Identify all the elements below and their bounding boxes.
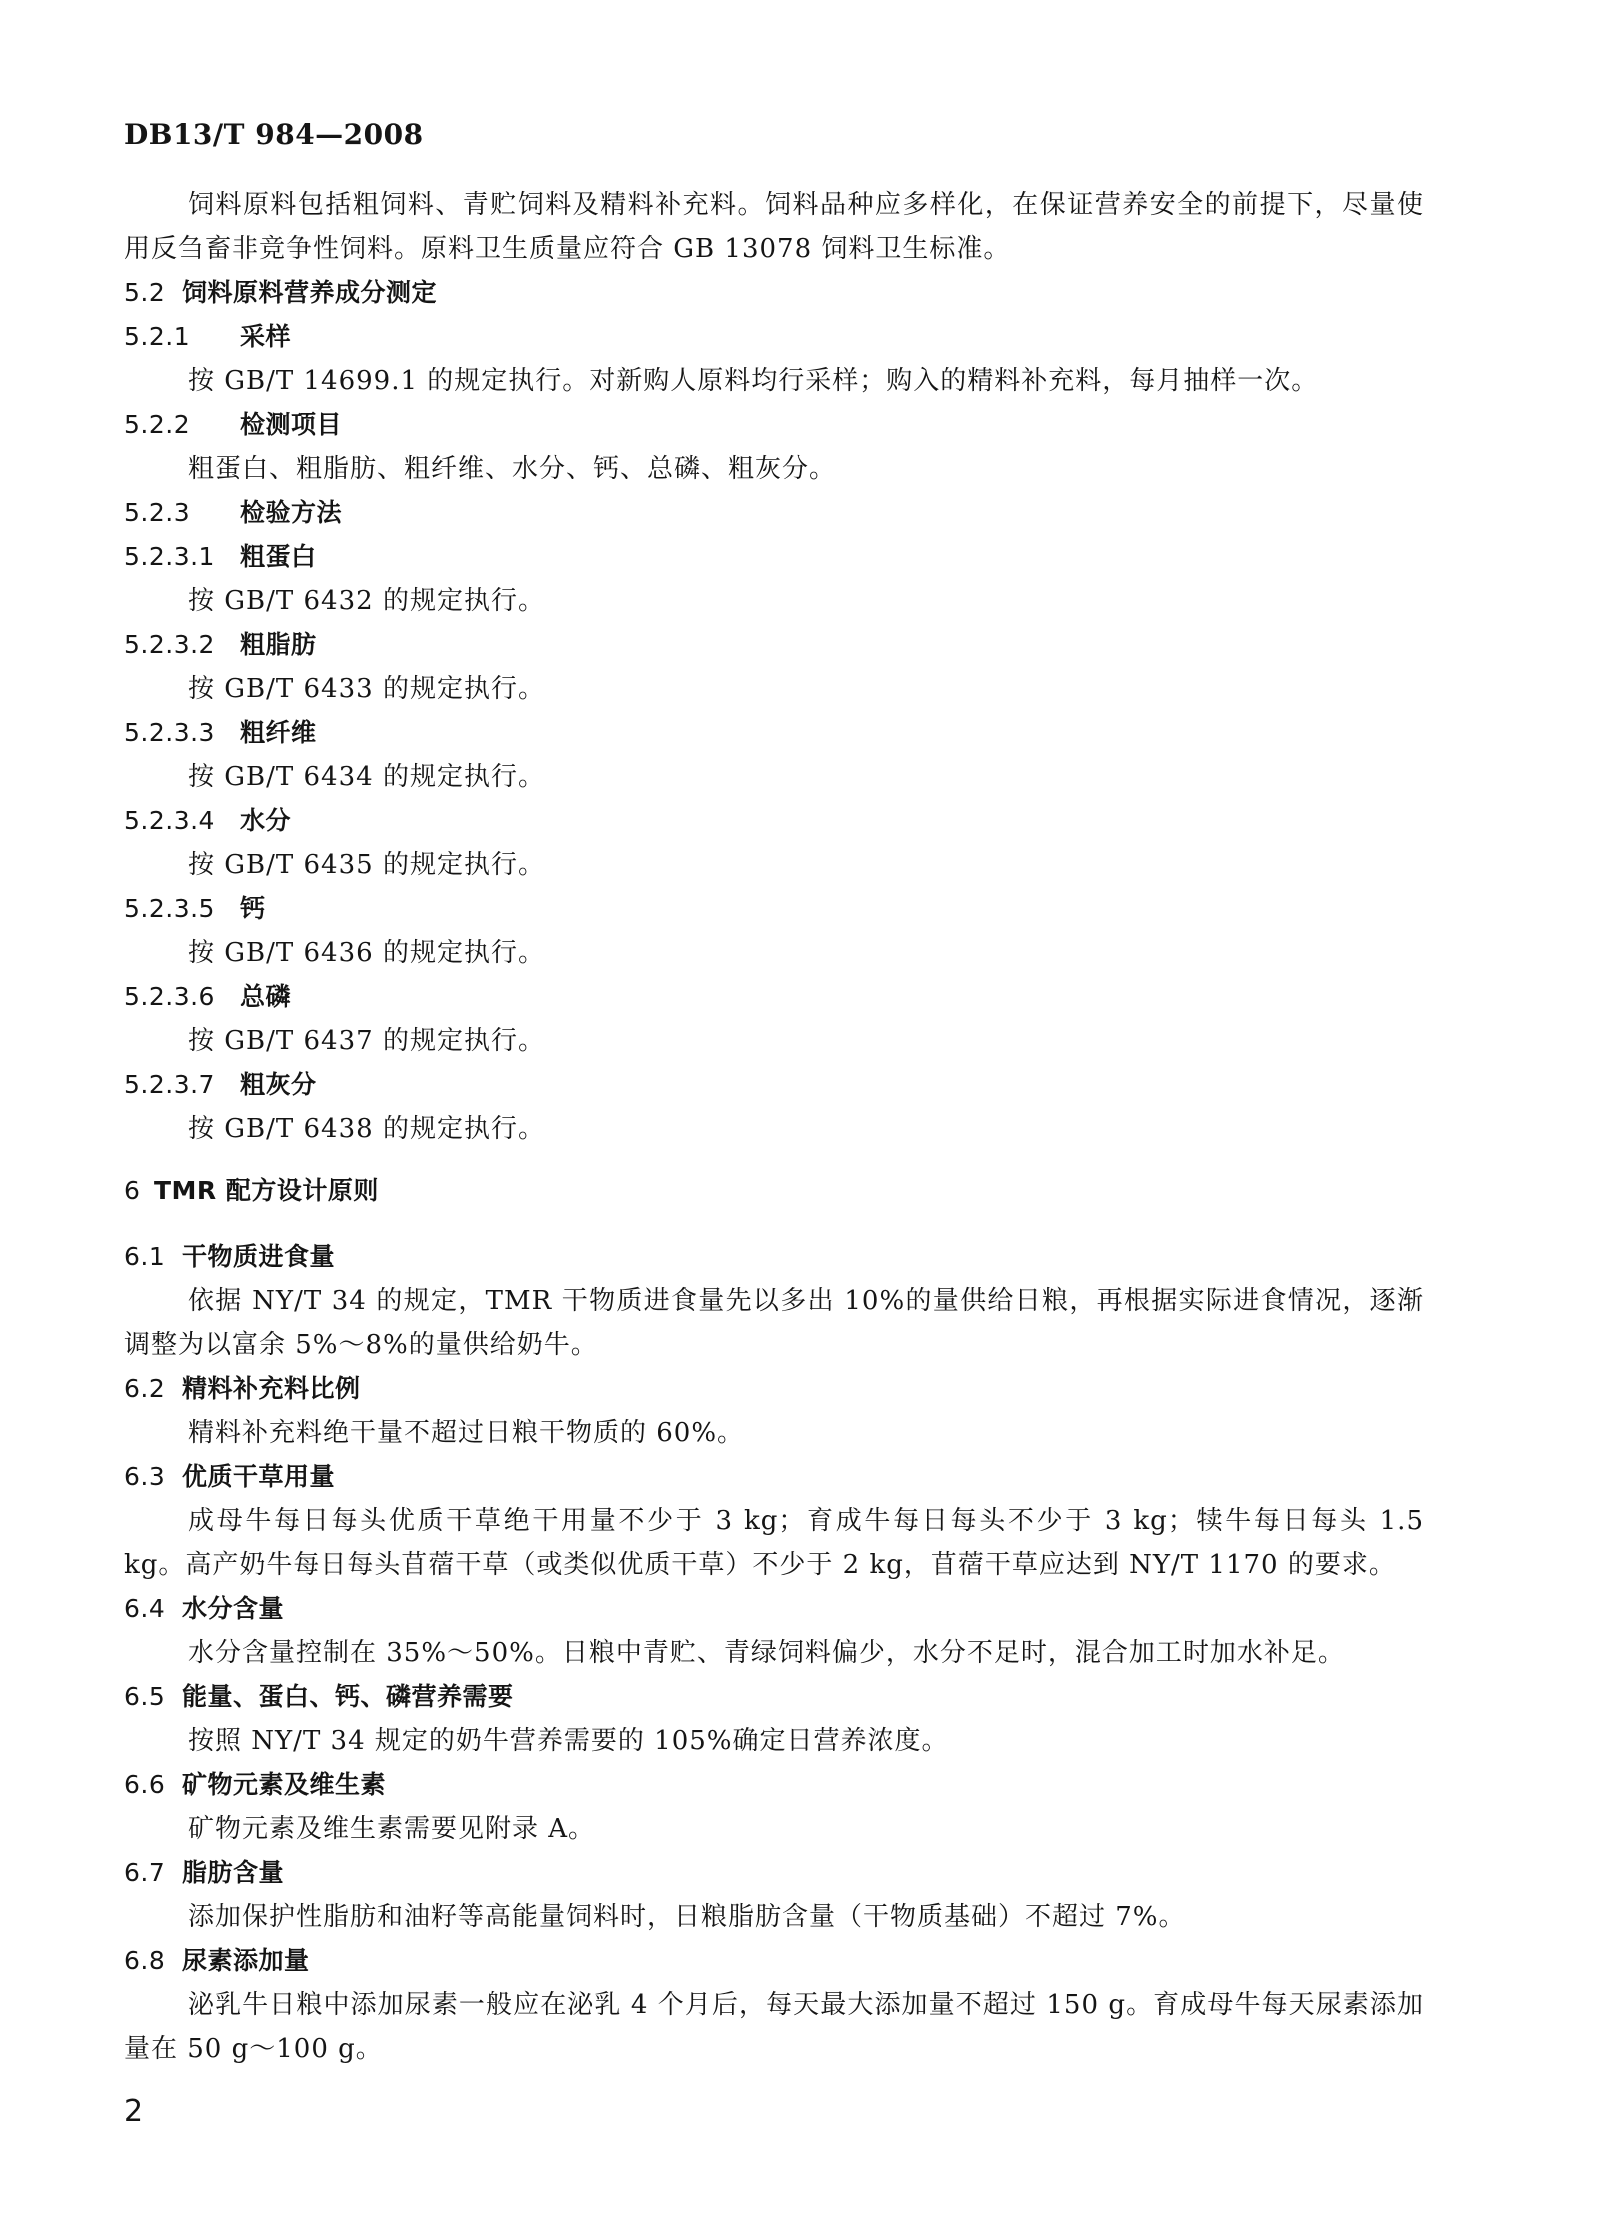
body-paragraph: 按照 NY/T 34 规定的奶牛营养需要的 105%确定日营养浓度。 bbox=[188, 1726, 949, 1756]
clause-heading bbox=[124, 271, 1424, 315]
clause-heading bbox=[124, 1367, 1424, 1411]
clause-title: 总磷 bbox=[240, 982, 292, 1011]
clause-heading bbox=[124, 491, 1424, 535]
clause-heading bbox=[124, 1939, 1424, 1983]
clause-number: 6.4 bbox=[124, 1594, 166, 1623]
clause-number: 6.6 bbox=[124, 1770, 166, 1799]
page-number: 2 bbox=[124, 2094, 144, 2129]
clause-title: 矿物元素及维生素 bbox=[182, 1770, 387, 1799]
clause-heading bbox=[124, 1763, 1424, 1807]
body-paragraph: 粗蛋白、粗脂肪、粗纤维、水分、钙、总磷、粗灰分。 bbox=[188, 454, 837, 484]
clause-heading bbox=[124, 1675, 1424, 1719]
clause-number: 5.2 bbox=[124, 278, 166, 307]
clause-number: 6.2 bbox=[124, 1374, 166, 1403]
clause-title: 精料补充料比例 bbox=[182, 1374, 361, 1403]
clause-heading bbox=[124, 315, 1424, 359]
clause-title: TMR 配方设计原则 bbox=[154, 1176, 379, 1205]
body-paragraph: 精料补充料绝干量不超过日粮干物质的 60%。 bbox=[188, 1418, 745, 1448]
document-body bbox=[124, 183, 1424, 2071]
clause-title: 干物质进食量 bbox=[182, 1242, 336, 1271]
clause-number: 5.2.3.1 bbox=[124, 542, 215, 571]
clause-title: 饲料原料营养成分测定 bbox=[182, 278, 438, 307]
clause-heading bbox=[124, 535, 1424, 579]
clause-heading bbox=[124, 403, 1424, 447]
clause-heading bbox=[124, 975, 1424, 1019]
body-paragraph: 按 GB/T 6437 的规定执行。 bbox=[188, 1026, 545, 1056]
body-paragraph: 泌乳牛日粮中添加尿素一般应在泌乳 4 个月后，每天最大添加量不超过 150 g。育成母牛每天尿素添加量在 50 g～100 g。 bbox=[124, 1990, 1424, 2064]
clause-number: 6.1 bbox=[124, 1242, 166, 1271]
clause-title: 采样 bbox=[240, 322, 292, 351]
clause-title: 粗蛋白 bbox=[240, 542, 317, 571]
clause-number: 6.5 bbox=[124, 1682, 166, 1711]
clause-title: 尿素添加量 bbox=[182, 1946, 310, 1975]
body-paragraph: 按 GB/T 6436 的规定执行。 bbox=[188, 938, 545, 968]
clause-title: 脂肪含量 bbox=[182, 1858, 285, 1887]
clause-title: 检测项目 bbox=[240, 410, 343, 439]
body-paragraph: 成母牛每日每头优质干草绝干用量不少于 3 kg；育成牛每日每头不少于 3 kg；犊牛每日每头 1.5 kg。高产奶牛每日每头苜蓿干草（或类似优质干草）不少于 2 kg，苜蓿干草应达到 NY/T 1170 的要求。 bbox=[124, 1506, 1424, 1580]
clause-number: 5.2.2 bbox=[124, 410, 191, 439]
clause-title: 能量、蛋白、钙、磷营养需要 bbox=[182, 1682, 514, 1711]
clause-heading bbox=[124, 711, 1424, 755]
clause-title: 粗脂肪 bbox=[240, 630, 317, 659]
clause-title: 水分含量 bbox=[182, 1594, 285, 1623]
clause-title: 优质干草用量 bbox=[182, 1462, 336, 1491]
clause-title: 粗纤维 bbox=[240, 718, 317, 747]
clause-heading bbox=[124, 1851, 1424, 1895]
clause-title: 水分 bbox=[240, 806, 292, 835]
clause-number: 5.2.3.6 bbox=[124, 982, 215, 1011]
clause-number: 5.2.3.5 bbox=[124, 894, 215, 923]
clause-number: 5.2.3.2 bbox=[124, 630, 215, 659]
clause-number: 5.2.3.3 bbox=[124, 718, 215, 747]
clause-heading bbox=[124, 623, 1424, 667]
section-heading bbox=[124, 1169, 1424, 1213]
clause-number: 6.7 bbox=[124, 1858, 166, 1887]
body-paragraph: 水分含量控制在 35%～50%。日粮中青贮、青绿饲料偏少，水分不足时，混合加工时加水补足。 bbox=[188, 1638, 1345, 1668]
body-paragraph: 按 GB/T 6432 的规定执行。 bbox=[188, 586, 545, 616]
body-paragraph: 矿物元素及维生素需要见附录 A。 bbox=[188, 1814, 596, 1844]
body-paragraph: 按 GB/T 6433 的规定执行。 bbox=[188, 674, 545, 704]
clause-number: 6.3 bbox=[124, 1462, 166, 1491]
clause-heading bbox=[124, 1587, 1424, 1631]
clause-title: 钙 bbox=[240, 894, 266, 923]
clause-number: 5.2.3.7 bbox=[124, 1070, 215, 1099]
clause-heading bbox=[124, 1063, 1424, 1107]
body-paragraph: 按 GB/T 6438 的规定执行。 bbox=[188, 1114, 545, 1144]
clause-heading bbox=[124, 1455, 1424, 1499]
clause-title: 检验方法 bbox=[240, 498, 343, 527]
body-paragraph: 按 GB/T 6435 的规定执行。 bbox=[188, 850, 545, 880]
clause-heading bbox=[124, 799, 1424, 843]
body-paragraph: 添加保护性脂肪和油籽等高能量饲料时，日粮脂肪含量（干物质基础）不超过 7%。 bbox=[188, 1902, 1186, 1932]
clause-heading bbox=[124, 1235, 1424, 1279]
clause-number: 5.2.1 bbox=[124, 322, 191, 351]
body-paragraph: 按 GB/T 6434 的规定执行。 bbox=[188, 762, 545, 792]
clause-title: 粗灰分 bbox=[240, 1070, 317, 1099]
clause-number: 5.2.3.4 bbox=[124, 806, 215, 835]
document-code: DB13/T 984—2008 bbox=[124, 118, 424, 151]
body-paragraph: 依据 NY/T 34 的规定，TMR 干物质进食量先以多出 10%的量供给日粮，再根据实际进食情况，逐渐调整为以富余 5%～8%的量供给奶牛。 bbox=[124, 1286, 1424, 1360]
clause-number: 5.2.3 bbox=[124, 498, 191, 527]
body-paragraph: 饲料原料包括粗饲料、青贮饲料及精料补充料。饲料品种应多样化，在保证营养安全的前提下，尽量使用反刍畜非竞争性饲料。原料卫生质量应符合 GB 13078 饲料卫生标准。 bbox=[124, 190, 1424, 264]
body-paragraph: 按 GB/T 14699.1 的规定执行。对新购人原料均行采样；购入的精料补充料，每月抽样一次。 bbox=[188, 366, 1319, 396]
clause-number: 6.8 bbox=[124, 1946, 166, 1975]
clause-number: 6 bbox=[124, 1176, 141, 1205]
clause-heading bbox=[124, 887, 1424, 931]
